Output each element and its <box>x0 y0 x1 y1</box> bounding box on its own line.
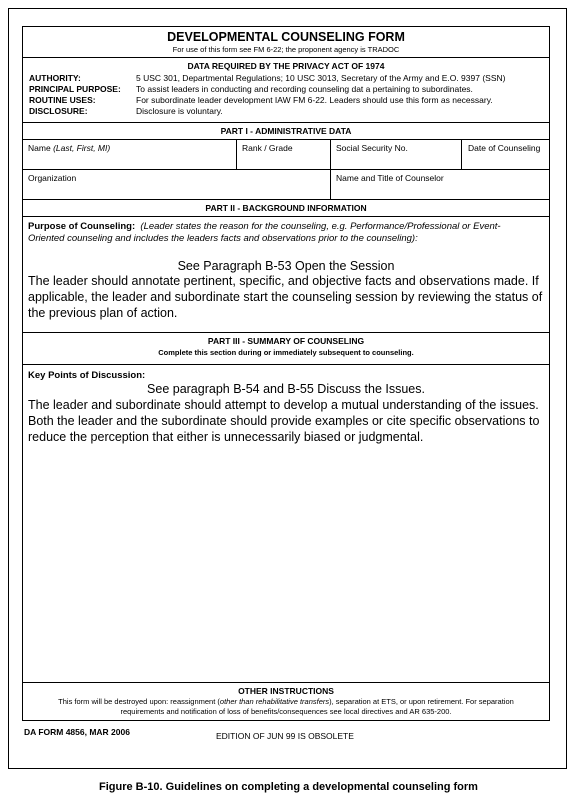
other-instructions-line: requirements and notification of loss of benefits/consequences see local directives and AR 635-200. <box>120 707 452 716</box>
form-number: DA FORM 4856, MAR 2006 <box>24 727 130 737</box>
privacy-principal-purpose: PRINCIPAL PURPOSE: To assist leaders in conducting and recording counseling dat a pertaining to subordinates. <box>29 84 473 94</box>
rank-grade-field[interactable]: Rank / Grade <box>242 143 293 153</box>
privacy-routine-uses: ROUTINE USES: For subordinate leader development IAW FM 6-22. Leaders should use this form as necessary. <box>29 95 493 105</box>
edition-note: EDITION OF JUN 99 IS OBSOLETE <box>216 731 354 741</box>
part2-guidance-line: applicable, the leader and subordinate start the counseling session by reviewing the status of <box>28 290 543 304</box>
organization-field[interactable]: Organization <box>28 173 77 183</box>
other-instructions-heading: OTHER INSTRUCTIONS <box>238 686 334 696</box>
part2-heading: PART II - BACKGROUND INFORMATION <box>205 203 367 213</box>
figure-caption: Figure B-10. Guidelines on completing a developmental counseling form <box>99 781 478 793</box>
part3-subheading: Complete this section during or immediately subsequent to counseling. <box>158 348 414 357</box>
part3-heading: PART III - SUMMARY OF COUNSELING <box>207 336 365 346</box>
part3-guidance-title: See paragraph B-54 and B-55 Discuss the Issues. <box>147 382 425 396</box>
part3-guidance-line: Both the leader and the subordinate should provide examples or cite specific observations to <box>28 414 540 428</box>
part3-guidance-line: The leader and subordinate should attempt to develop a mutual understanding of the issues. <box>28 398 539 412</box>
name-field[interactable]: Name (Last, First, MI) <box>28 143 111 153</box>
form-subtitle: For use of this form see FM 6-22; the proponent agency is TRADOC <box>172 45 400 54</box>
part2-guidance-title: See Paragraph B-53 Open the Session <box>177 259 395 273</box>
privacy-heading: DATA REQUIRED BY THE PRIVACY ACT OF 1974 <box>187 61 385 71</box>
ssn-field[interactable]: Social Security No. <box>336 143 408 153</box>
key-points-label: Key Points of Discussion: <box>28 370 146 381</box>
form-title: DEVELOPMENTAL COUNSELING FORM <box>167 30 405 44</box>
counselor-name-title-field[interactable]: Name and Title of Counselor <box>336 173 444 183</box>
privacy-authority: AUTHORITY: 5 USC 301, Departmental Regulations; 10 USC 3013, Secretary of the Army and E.O. 9397 (SSN) <box>29 73 506 83</box>
part2-guidance-line: The leader should annotate pertinent, specific, and objective facts and observations made. If <box>28 274 539 288</box>
part2-guidance-line: the previous plan of action. <box>28 306 178 320</box>
privacy-disclosure: DISCLOSURE: Disclosure is voluntary. <box>29 106 223 116</box>
purpose-of-counseling: Purpose of Counseling: (Leader states the reason for the counseling, e.g. Performance/Professional or Event- Oriented counseling and includes the leaders facts and observations prior to the counseling): <box>28 221 501 244</box>
part3-guidance-line: reduce the perception that either is unnecessarily biased or judgmental. <box>28 430 424 444</box>
other-instructions-line: This form will be destroyed upon: reassignment (other than rehabilitative transfers), separation at ETS, or upon retirement. For separation <box>58 697 514 706</box>
date-of-counseling-field[interactable]: Date of Counseling <box>468 143 541 153</box>
counseling-form <box>22 26 550 721</box>
part1-heading: PART I - ADMINISTRATIVE DATA <box>220 126 352 136</box>
